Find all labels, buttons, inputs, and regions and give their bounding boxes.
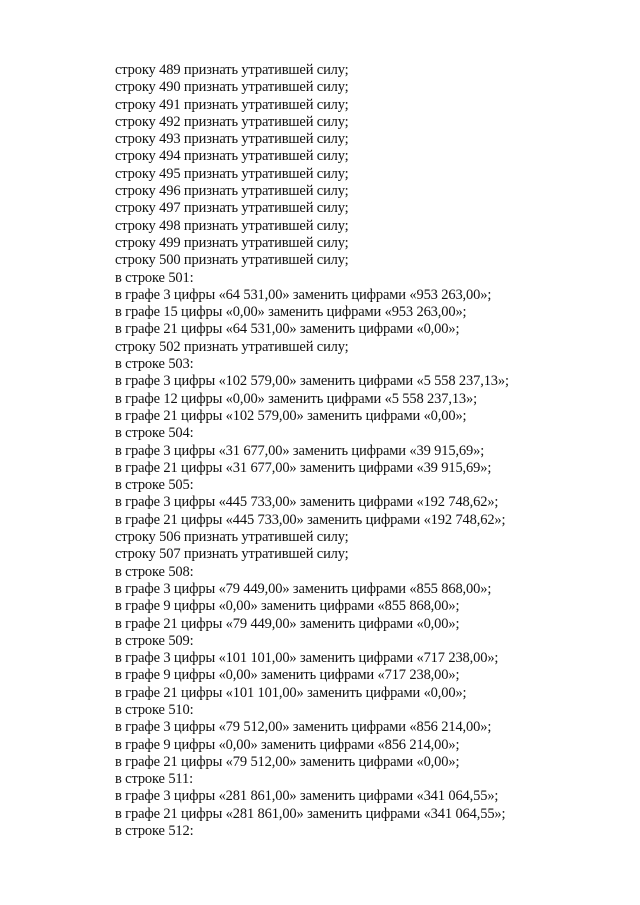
text-line: в графе 21 цифры «445 733,00» заменить цифрами «192 748,62»; [115, 511, 506, 528]
text-line: строку 502 признать утратившей силу; [115, 338, 349, 355]
text-line: в графе 21 цифры «31 677,00» заменить цифрами «39 915,69»; [115, 459, 492, 476]
text-line: в графе 3 цифры «64 531,00» заменить цифрами «953 263,00»; [115, 286, 492, 303]
text-line: строку 493 признать утратившей силу; [115, 131, 349, 148]
text-line: в строке 504: [115, 425, 194, 442]
text-line: строку 498 признать утратившей силу; [115, 217, 349, 234]
text-line: строку 494 признать утратившей силу; [115, 148, 349, 165]
text-line: в графе 9 цифры «0,00» заменить цифрами «856 214,00»; [115, 736, 460, 753]
text-line: в графе 3 цифры «31 677,00» заменить цифрами «39 915,69»; [115, 442, 485, 459]
text-line: строку 500 признать утратившей силу; [115, 252, 349, 269]
text-line: в графе 15 цифры «0,00» заменить цифрами «953 263,00»; [115, 304, 467, 321]
text-line: в строке 511: [115, 771, 193, 788]
document-body [115, 62, 615, 840]
text-line: строку 492 признать утратившей силу; [115, 113, 349, 130]
text-line: в графе 21 цифры «79 512,00» заменить цифрами «0,00»; [115, 753, 460, 770]
text-line: в строке 505: [115, 477, 194, 494]
text-line: в графе 21 цифры «101 101,00» заменить цифрами «0,00»; [115, 684, 467, 701]
text-line: строку 507 признать утратившей силу; [115, 546, 349, 563]
text-line: в строке 503: [115, 356, 194, 373]
text-line: в графе 9 цифры «0,00» заменить цифрами «717 238,00»; [115, 667, 460, 684]
text-line: в графе 9 цифры «0,00» заменить цифрами «855 868,00»; [115, 598, 460, 615]
text-line: строку 491 признать утратившей силу; [115, 96, 349, 113]
text-line: в графе 3 цифры «102 579,00» заменить цифрами «5 558 237,13»; [115, 373, 509, 390]
text-line: в графе 21 цифры «79 449,00» заменить цифрами «0,00»; [115, 615, 460, 632]
text-line: в строке 501: [115, 269, 194, 286]
text-line: в графе 21 цифры «64 531,00» заменить цифрами «0,00»; [115, 321, 460, 338]
text-line: в графе 3 цифры «101 101,00» заменить цифрами «717 238,00»; [115, 650, 499, 667]
text-line: в графе 3 цифры «445 733,00» заменить цифрами «192 748,62»; [115, 494, 499, 511]
text-line: строку 497 признать утратившей силу; [115, 200, 349, 217]
text-line: в графе 3 цифры «281 861,00» заменить цифрами «341 064,55»; [115, 788, 499, 805]
text-line: строку 496 признать утратившей силу; [115, 183, 349, 200]
text-line: в строке 509: [115, 632, 194, 649]
text-line: строку 490 признать утратившей силу; [115, 79, 349, 96]
text-line: в строке 512: [115, 823, 194, 840]
text-line: в графе 21 цифры «281 861,00» заменить цифрами «341 064,55»; [115, 805, 506, 822]
text-line: строку 495 признать утратившей силу; [115, 165, 349, 182]
text-line: строку 499 признать утратившей силу; [115, 234, 349, 251]
text-line: в строке 510: [115, 701, 194, 718]
text-line: строку 506 признать утратившей силу; [115, 529, 349, 546]
text-line: в строке 508: [115, 563, 194, 580]
text-line: в графе 3 цифры «79 449,00» заменить цифрами «855 868,00»; [115, 580, 492, 597]
text-line: в графе 12 цифры «0,00» заменить цифрами «5 558 237,13»; [115, 390, 478, 407]
text-line: в графе 3 цифры «79 512,00» заменить цифрами «856 214,00»; [115, 719, 492, 736]
text-line: в графе 21 цифры «102 579,00» заменить цифрами «0,00»; [115, 407, 467, 424]
text-line: строку 489 признать утратившей силу; [115, 62, 349, 78]
